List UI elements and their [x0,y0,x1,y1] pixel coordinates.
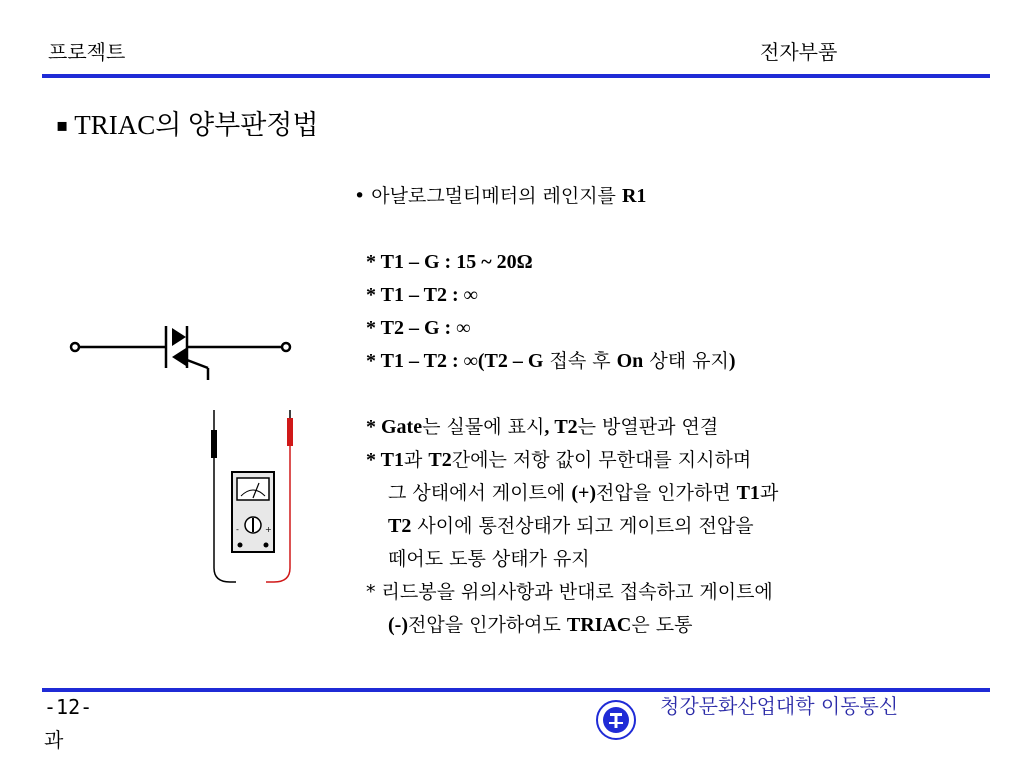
note-gate-b: 는 실물에 표시 [422,416,545,438]
note-res2-a: 그 상태에서 게이트에 [388,482,572,504]
svg-text:+: + [265,525,272,534]
measurement-t1-g: * T1 – G : 15 ~ 20Ω [366,251,533,273]
note-rev2-c: TRIAC [566,614,632,636]
note-res2-d: T1 [736,482,760,504]
note-res-b: 과 [403,449,429,471]
intro-range: R1 [621,185,647,207]
header-right-title: 전자부품 [760,40,838,64]
measurement-t1-t2-on-d: 상태 유지 [643,350,729,372]
measurement-t1-t2-on-a: * T1 – T2 : ∞(T2 – G [366,350,544,372]
measurement-t1-t2-on-e: ) [728,350,736,372]
slide-title [56,103,318,142]
triac-symbol [71,326,290,380]
triac-multimeter-diagram [60,300,360,600]
note-res4: 떼어도 도통 상태가 유지 [388,548,590,570]
note-rev2-d: 은 도통 [631,614,693,636]
note-gate-d: 는 방열판과 연결 [577,416,719,438]
intro-line [354,180,778,213]
svg-text:-: - [236,525,239,534]
school-name: 청강문화산업대학 이동통신 [660,694,899,718]
measurement-t1-t2-on-b: 접속 후 [543,350,617,372]
spacer [354,213,778,246]
measurement-line [354,345,778,378]
note-resistance-line [354,510,778,543]
content-block [354,180,778,642]
multimeter [232,472,274,552]
measurement-t1-t2: * T1 – T2 : ∞ [366,284,478,306]
note-res2-c: 전압을 인가하면 [596,482,737,504]
note-rev1: * 리드봉을 위의사항과 반대로 접속하고 게이트에 [366,581,773,603]
note-res2-e: 과 [759,482,779,504]
page-number: -12- [44,695,93,719]
page-number-suffix: 과 [44,728,64,752]
note-res-d: 간에는 저항 값이 무한대를 지시하며 [451,449,752,471]
measurement-t2-g: * T2 – G : ∞ [366,317,471,339]
note-res-a: * T1 [366,449,404,471]
note-res3-a: T2 [388,515,412,537]
note-reverse-line [354,609,778,642]
note-reverse-line [354,576,778,609]
school-logo-icon [596,700,636,740]
note-rev2-b: 전압을 인가하여도 [407,614,567,636]
note-res3-b: 사이에 통전상태가 되고 게이트의 전압을 [411,515,754,537]
measurement-line [354,312,778,345]
note-resistance-line [354,543,778,576]
title-bullet: ▪ [56,115,69,136]
header-rule [42,74,990,78]
note-resistance-line [354,477,778,510]
intro-text: 아날로그멀티메터의 레인지를 [371,185,616,207]
measurement-line [354,246,778,279]
measurement-line [354,279,778,312]
intro-bullet: • [354,185,366,207]
spacer [354,378,778,411]
note-gate-line [354,411,778,444]
note-resistance-line [354,444,778,477]
header-left-title: 프로젝트 [48,40,126,64]
note-rev2-a: (-) [388,614,408,636]
note-gate-c: , T2 [544,416,578,438]
note-res-c: T2 [428,449,452,471]
note-res2-b: (+) [571,482,597,504]
note-gate-a: * Gate [366,416,423,438]
measurement-t1-t2-on-c: On [616,350,644,372]
title-text: TRIAC의 양부판정법 [74,110,319,140]
